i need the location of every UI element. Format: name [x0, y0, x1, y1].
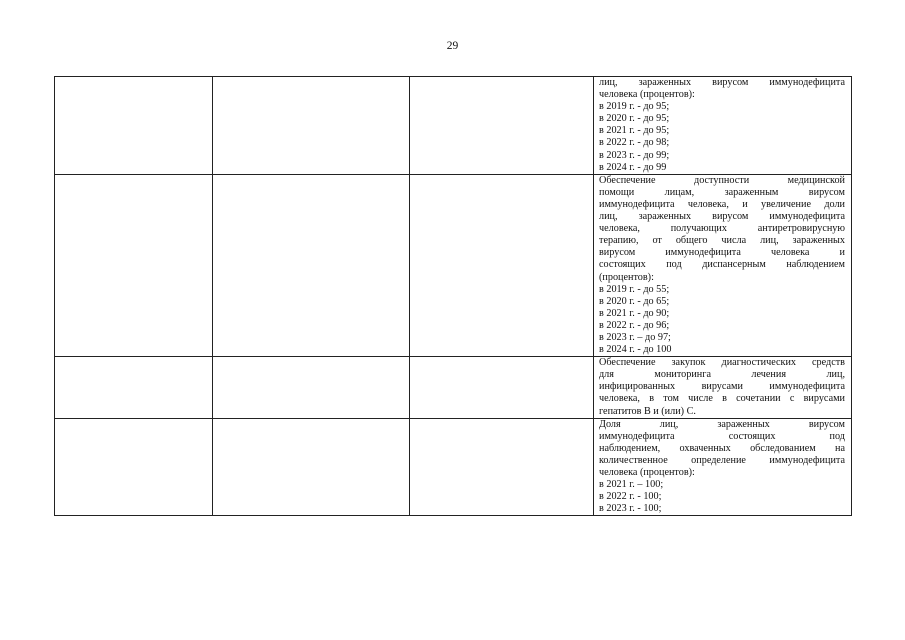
text-line: в 2023 г. - до 99; — [599, 149, 670, 161]
indicator-text — [594, 175, 851, 356]
text-line: в 2022 г. - 100; — [599, 491, 662, 503]
text-line: в 2019 г. - до 95; — [599, 101, 670, 113]
indicator-cell — [594, 77, 852, 175]
text-line: для мониторинга лечения лиц, — [599, 369, 845, 381]
text-line: человека (процентов): — [599, 89, 695, 101]
empty-cell — [55, 418, 213, 516]
text-line: человека, получающих антиретровирусную — [599, 223, 845, 235]
text-line: в 2020 г. - до 65; — [599, 295, 670, 307]
table-row — [55, 357, 852, 418]
empty-cell — [55, 77, 213, 175]
text-line: в 2023 г. – до 97; — [599, 331, 671, 343]
empty-cell — [213, 77, 410, 175]
text-line: (процентов): — [599, 271, 654, 283]
indicator-cell — [594, 418, 852, 516]
text-line: терапию, от общего числа лиц, зараженных — [599, 235, 845, 247]
table-row — [55, 77, 852, 175]
empty-cell — [213, 174, 410, 356]
text-line: человека (процентов): — [599, 467, 695, 478]
document-table — [54, 76, 852, 516]
indicator-text — [594, 357, 851, 417]
text-line: состоящих под диспансерным наблюдением — [599, 259, 845, 271]
text-line: инфицированных вирусами иммунодефицита — [599, 381, 845, 393]
text-line: в 2021 г. – 100; — [599, 479, 664, 491]
empty-cell — [410, 174, 594, 356]
text-line: в 2022 г. - до 96; — [599, 319, 670, 331]
empty-cell — [55, 174, 213, 356]
text-line: в 2021 г. - до 90; — [599, 307, 670, 319]
text-line: наблюдением, охваченных обследованием на — [599, 442, 845, 454]
text-line: лиц, зараженных вирусом иммунодефицита — [599, 77, 845, 88]
text-line: Обеспечение закупок диагностических средств — [599, 357, 845, 369]
page-number: 29 — [446, 40, 459, 52]
text-line: в 2021 г. - до 95; — [599, 125, 670, 137]
empty-cell — [410, 418, 594, 516]
text-line: в 2019 г. - до 55; — [599, 283, 670, 295]
text-line: в 2024 г. - до 100 — [599, 344, 672, 356]
text-line: Доля лиц, зараженных вирусом — [599, 418, 845, 430]
table-row — [55, 174, 852, 356]
text-line: вирусом иммунодефицита человека и — [599, 247, 845, 259]
text-line: количественное определение иммунодефицита — [599, 454, 845, 466]
text-line: человека, в том числе в сочетании с вирусами — [599, 393, 845, 405]
table-row — [55, 418, 852, 516]
text-line: в 2020 г. - до 95; — [599, 113, 670, 125]
empty-cell — [55, 357, 213, 418]
text-line: Обеспечение доступности медицинской — [599, 174, 845, 186]
text-line: в 2023 г. - 100; — [599, 503, 662, 515]
empty-cell — [213, 418, 410, 516]
text-line: лиц, зараженных вирусом иммунодефицита — [599, 211, 845, 223]
text-line: помощи лицам, зараженным вирусом — [599, 186, 845, 198]
text-line: в 2024 г. - до 99 — [599, 161, 667, 173]
indicator-text — [594, 419, 851, 516]
indicator-text — [594, 77, 851, 174]
text-line: иммунодефицита человека, и увеличение доли — [599, 198, 845, 210]
empty-cell — [213, 357, 410, 418]
text-line: гепатитов B и (или) C. — [599, 405, 696, 417]
empty-cell — [410, 357, 594, 418]
indicator-cell — [594, 174, 852, 356]
empty-cell — [410, 77, 594, 175]
indicator-cell — [594, 357, 852, 418]
text-line: в 2022 г. - до 98; — [599, 137, 670, 149]
text-line: иммунодефицита состоящих под — [599, 430, 845, 442]
